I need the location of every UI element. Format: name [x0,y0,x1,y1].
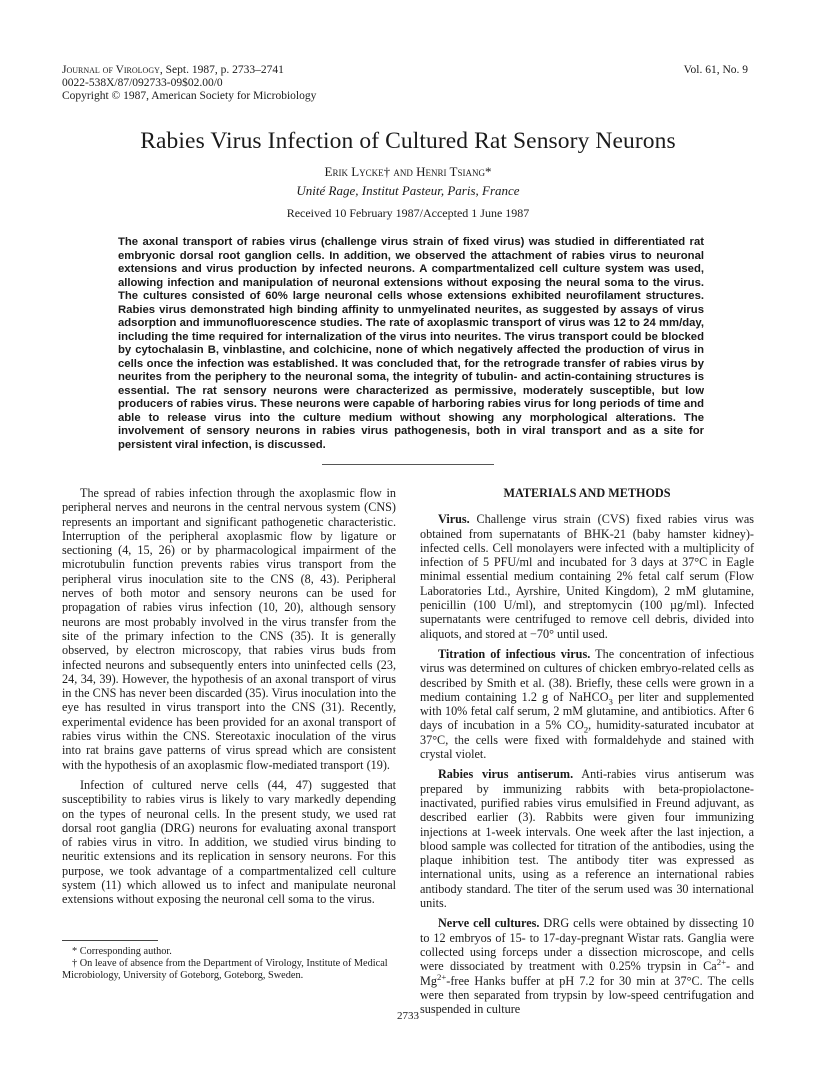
methods-nerve-cultures [420,916,754,1016]
intro-paragraph-2: Infection of cultured nerve cells (44, 47) suggested that susceptibility to rabies virus is likely to vary markedly depending on the types of neuronal cells. In the present study, we used rat dorsal root ganglia (DRG) neurons for evaluating axonal transport of rabies virus in vitro. In addition, we studied virus binding to neuritic extensions and its replication in sensory neurons. For this purpose, we took advantage of a compartmentalized cell culture system (11) which allowed us to infect and manipulate neuronal extensions without exposing the neuronal cell soma to the virus. [62,777,396,907]
footnote-divider [62,940,158,941]
nerve-text-3: -free Hanks buffer at pH 7.2 for 30 min at 37°C. The cells were then separated from trypsin by low-speed centrifugation and suspended in culture [420,973,754,1017]
corresponding-mark: * [484,164,492,179]
methods-virus [420,512,754,641]
left-column [62,486,396,907]
runin-virus: Virus. [438,512,470,527]
affiliation: Unité Rage, Institut Pasteur, Paris, France [296,183,520,198]
author-lycke: Erik Lycke [324,164,384,179]
runin-nerve-cultures: Nerve cell cultures. [438,916,540,931]
author-line [0,164,816,180]
subscript-2: 2 [583,724,589,735]
footnote-corresponding: * Corresponding author. [72,946,172,957]
citation-details: , Sept. 1987, p. 2733–2741 [159,64,284,76]
article-title: Rabies Virus Infection of Cultured Rat Sensory Neurons [140,128,676,154]
section-heading: MATERIALS AND METHODS [503,486,671,500]
running-header [62,64,316,103]
intro-paragraph-1: The spread of rabies infection through the axoplasmic flow in peripheral nerves and neurons in the central nervous system (CNS) represents an important and significant pathogenetic characteristic. Interruption of the peripheral axoplasmic flow by ligature or sectioning (4, 15, 26) or by pharmacological impairment of the microtubulin function prevents rabies virus transport from the peripheral virus inoculation site to the CNS (8, 43). Peripheral nerves of both motor and sensory neurons can be used for propagation of rabies virus infection (10, 20), although sensory neurons are most probably involved in the virus transfer from the site of the primary infection to the CNS (35). It is generally observed, by electron microscopy, that rabies virus buds from infected neurons and subsequently enters into uninfected cells (23, 24, 34, 39). However, the hypothesis of an axonal transport of virus in the CNS has never been discarded (35). Virus inoculation into the eye has resulted in virus transport into the CNS (31). Recently, experimental evidence has been provided for an axonal transport of rabies virus within the CNS. Stereotaxic inoculation of the virus into rat brains gave patterns of virus spread which are consistent with the hypothesis of an axoplasmic flow-mediated transport (19). [62,486,396,772]
dagger-mark: † [383,164,391,179]
journal-name: Journal of Virology [62,64,160,76]
titration-text-2: per liter and supplemented with 10% fetal calf serum, 2 mM glutamine, and antibiotics. After 6 days of incubation in a 5% CO [420,689,754,733]
subscript-3: 3 [608,696,613,707]
abstract-divider [322,464,494,465]
runin-antiserum: Rabies virus antiserum. [438,767,574,782]
superscript-ca: 2+ [716,957,727,968]
right-column [420,486,754,1016]
issn-line: 0022-538X/87/092733-09$02.00/0 [62,77,223,89]
superscript-mg: 2+ [436,971,447,982]
titration-text-1: The concentration of infectious virus was determined on cultures of chicken embryo-related cells as described by Smith et al. (38). Briefly, these cells were grown in a medium containing 1.2 g of NaHCO [420,646,754,704]
received-dates: Received 10 February 1987/Accepted 1 June 1987 [286,206,530,220]
titration-text-3: , humidity-saturated incubator at 37°C, the cells were fixed with formaldehyde and stained with crystal violet. [420,718,754,762]
author-conjunction: and [390,164,417,179]
footnotes [62,946,396,982]
copyright-line: Copyright © 1987, American Society for Microbiology [62,90,317,102]
nerve-text-2: - and Mg [420,959,754,988]
author-tsiang: Henri Tsiang [416,164,485,179]
page-number: 2733 [397,1010,419,1022]
methods-titration [420,647,754,761]
antiserum-text: Anti-rabies virus antiserum was prepared by immunizing rabbits with beta-propiolactone-inactivated, purified rabies virus emulsified in Freund adjuvant, as described earlier (3). Rabbits were given four immunizing injections at 1-week intervals. One week after the last injection, a blood sample was collected for titration of the antibodies, using the plaque inhibition test. The antibody titer was expressed as international units, using as a reference an international rabies antibody standard. The titer of the serum used was 30 international units. [420,767,754,911]
nerve-text-1: DRG cells were obtained by dissecting 10 to 12 embryos of 15- to 17-day-pregnant Wistar rats. Ganglia were collected using forceps under a dissection microscope, and cells were dissociated by treatment with 0.25% trypsin in Ca [420,916,754,974]
virus-text: Challenge virus strain (CVS) fixed rabies virus was obtained from supernatants of BHK-21 (baby hamster kidney)-infected cells. Cell monolayers were infected with a multiplicity of infection of 5 PFU/ml and incubated for 3 days at 37°C in Eagle minimal essential medium containing 2% fetal calf serum (Flow Laboratories Ltd., Ayrshire, United Kingdom), 2 mM glutamine, penicillin (100 U/ml), and streptomycin (100 µg/ml). Infected supernatants were centrifuged to remove cell debris, divided into aliquots, and stored at −70° until used. [420,512,754,641]
runin-titration: Titration of infectious virus. [438,646,591,661]
journal-citation [62,64,316,77]
volume-issue: Vol. 61, No. 9 [683,64,748,76]
abstract: The axonal transport of rabies virus (challenge virus strain of fixed virus) was studied in differentiated rat embryonic dorsal root ganglion cells. In addition, we observed the attachment of rabies virus to neuronal extensions and virus production by infected neurons. A compartmentalized cell culture system was used, allowing infection and manipulation of neuronal extensions without exposing the neural soma to the virus. The cultures consisted of 60% large neuronal cells whose extensions exhibited neurofilament structures. Rabies virus demonstrated high binding affinity to unmyelinated neurites, as suggested by assays of virus adsorption and immunofluorescence studies. The rate of axoplasmic transport of virus was 12 to 24 mm/day, including the time required for internalization of the virus into neurites. The virus transport could be blocked by cytochalasin B, vinblastine, and colchicine, none of which negatively affected the production of virus in cells once the infection was established. It was concluded that, for the retrograde transfer of rabies virus by neurites from the periphery to the neuronal soma, the integrity of tubulin- and actin-containing structures is essential. The rat sensory neurons were characterized as permissive, moderately susceptible, but low producers of rabies virus. These neurons were capable of harboring rabies virus for long periods of time and able to release virus into the culture medium without showing any morphological alterations. The involvement of sensory neurons in rabies virus pathogenesis, both in viral transport and as a site for persistent viral infection, is discussed. [118,236,704,451]
footnote-leave: † On leave of absence from the Department of Virology, Institute of Medical Microbiology, University of Goteborg, Goteborg, Sweden. [62,958,388,981]
methods-antiserum [420,767,754,910]
